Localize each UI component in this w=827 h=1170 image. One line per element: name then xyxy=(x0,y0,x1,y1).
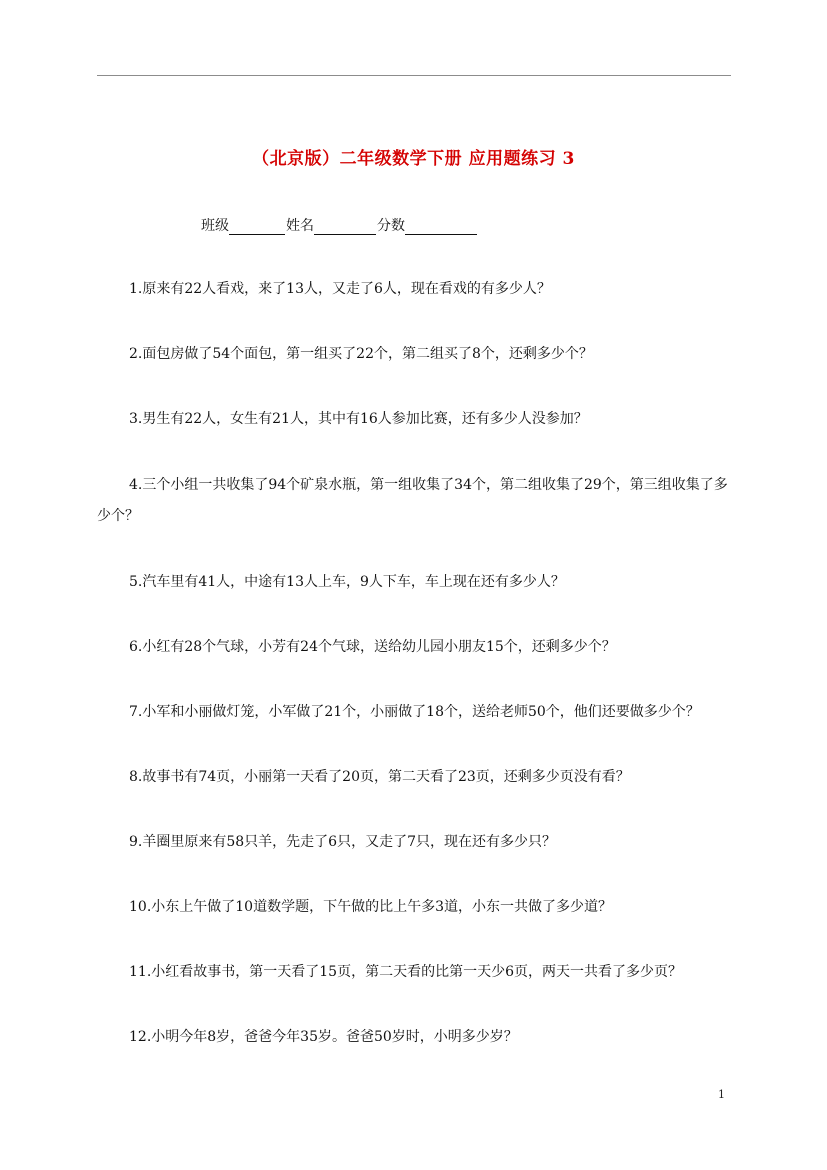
class-blank xyxy=(229,218,285,235)
question-6: 6.小红有28个气球，小芳有24个气球，送给幼儿园小朋友15个，还剩多少个？ xyxy=(129,639,616,655)
score-label: 分数 xyxy=(377,218,405,234)
page-number: 1 xyxy=(718,1088,725,1101)
name-label: 姓名 xyxy=(286,218,314,234)
question-12: 12.小明今年8岁，爸爸今年35岁。爸爸50岁时，小明多少岁？ xyxy=(129,1029,518,1045)
question-1: 1.原来有22人看戏，来了13人，又走了6人，现在看戏的有多少人？ xyxy=(129,281,551,297)
class-label: 班级 xyxy=(201,218,229,234)
question-2: 2.面包房做了54个面包，第一组买了22个，第二组买了8个，还剩多少个？ xyxy=(129,346,593,362)
question-4: 4.三个小组一共收集了94个矿泉水瓶，第一组收集了34个，第二组收集了29个，第三组收集了多少个？ xyxy=(97,477,728,524)
question-3: 3.男生有22人，女生有21人，其中有16人参加比赛，还有多少人没参加？ xyxy=(129,411,588,427)
score-blank xyxy=(405,218,477,235)
question-9: 9.羊圈里原来有58只羊，先走了6只，又走了7只，现在还有多少只？ xyxy=(129,834,556,850)
header-rule xyxy=(97,75,731,76)
name-blank xyxy=(314,218,376,235)
question-8: 8.故事书有74页，小丽第一天看了20页，第二天看了23页，还剩多少页没有看？ xyxy=(129,769,630,785)
question-7: 7.小军和小丽做灯笼，小军做了21个，小丽做了18个，送给老师50个，他们还要做多少个？ xyxy=(129,704,700,720)
question-10: 10.小东上午做了10道数学题，下午做的比上午多3道，小东一共做了多少道？ xyxy=(129,899,612,915)
student-info-line xyxy=(201,215,478,235)
question-5: 5.汽车里有41人，中途有13人上车，9人下车，车上现在还有多少人？ xyxy=(129,574,565,590)
document-title: （北京版）二年级数学下册 应用题练习 3 xyxy=(252,149,575,169)
question-11: 11.小红看故事书，第一天看了15页，第二天看的比第一天少6页，两天一共看了多少页？ xyxy=(129,964,682,980)
